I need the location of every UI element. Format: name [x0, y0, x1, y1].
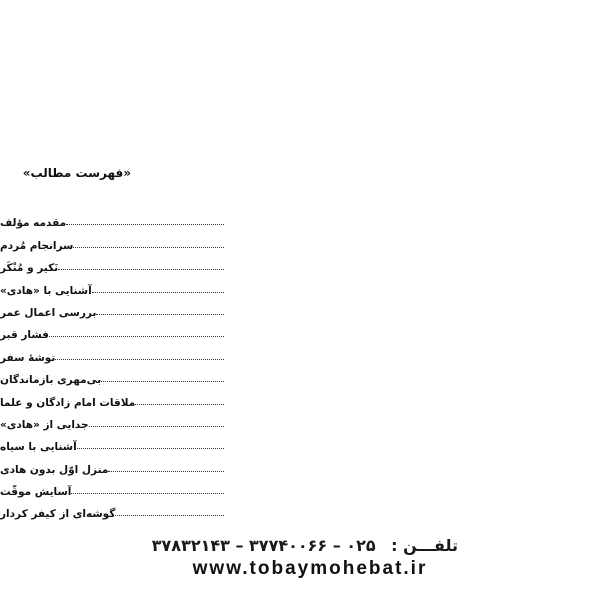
toc-entry [0, 210, 226, 232]
toc-entry-label: فشار قبر [0, 329, 49, 342]
toc-entry [0, 412, 226, 434]
dot-leader [58, 269, 224, 270]
dot-leader [49, 336, 224, 337]
dot-leader [55, 359, 224, 360]
dot-leader [108, 471, 224, 472]
dot-leader [115, 515, 224, 516]
dot-leader [71, 493, 224, 494]
toc-entry-label: بررسی اعمال عمر [0, 306, 97, 319]
toc-entry [0, 389, 226, 411]
toc-entry-label: آشنایی با سیاه [0, 441, 77, 454]
dot-leader [73, 247, 224, 248]
dot-leader [89, 426, 224, 427]
phone-label: تلفـــن : [391, 536, 458, 555]
toc-entry-label: جدایی از «هادی» [0, 418, 89, 431]
dot-leader [92, 292, 224, 293]
toc-entry [0, 255, 226, 277]
phone-numbers: ۰۲۵ – ۳۷۷۴۰۰۶۶ – ۳۷۸۳۲۱۴۳ [151, 536, 376, 555]
toc-entry [0, 456, 226, 478]
toc-entry-label: آشنایی با «هادی» [0, 284, 92, 297]
footer-phone [148, 536, 458, 555]
toc-entry [0, 479, 226, 501]
toc-entry [0, 501, 226, 523]
toc-entry-label: سرانجام مُردم [0, 239, 74, 252]
toc-entry-label: ملاقات امام زادگان و علما [0, 396, 136, 409]
dot-leader [135, 404, 224, 405]
toc-entry-label: آسایش موقّت [0, 486, 72, 499]
dot-leader [77, 448, 224, 449]
toc-entry-label: گوشه‌ای از کیفر کردار [0, 508, 116, 521]
toc-entry [0, 300, 226, 322]
toc-entry-label: بی‌مهری بازماندگان [0, 374, 102, 387]
dot-leader [96, 314, 224, 315]
toc-entry [0, 367, 226, 389]
toc-entry-label: توشهٔ سفر [0, 351, 56, 364]
website-url[interactable]: www.tobaymohebat.ir [192, 558, 428, 579]
toc-entry-label: مقدمه مؤلف [0, 217, 67, 230]
toc-entry-label: نَکیر و مُنْکَر [0, 262, 59, 275]
toc-list [0, 210, 226, 523]
toc-title: «فهرست مطالب» [22, 166, 131, 180]
toc-entry [0, 344, 226, 366]
toc-entry [0, 277, 226, 299]
toc-entry [0, 232, 226, 254]
toc-entry [0, 434, 226, 456]
toc-entry [0, 322, 226, 344]
toc-entry-label: منزل اوّل بدون هادی [0, 463, 109, 476]
dot-leader [101, 381, 224, 382]
dot-leader [66, 224, 224, 225]
